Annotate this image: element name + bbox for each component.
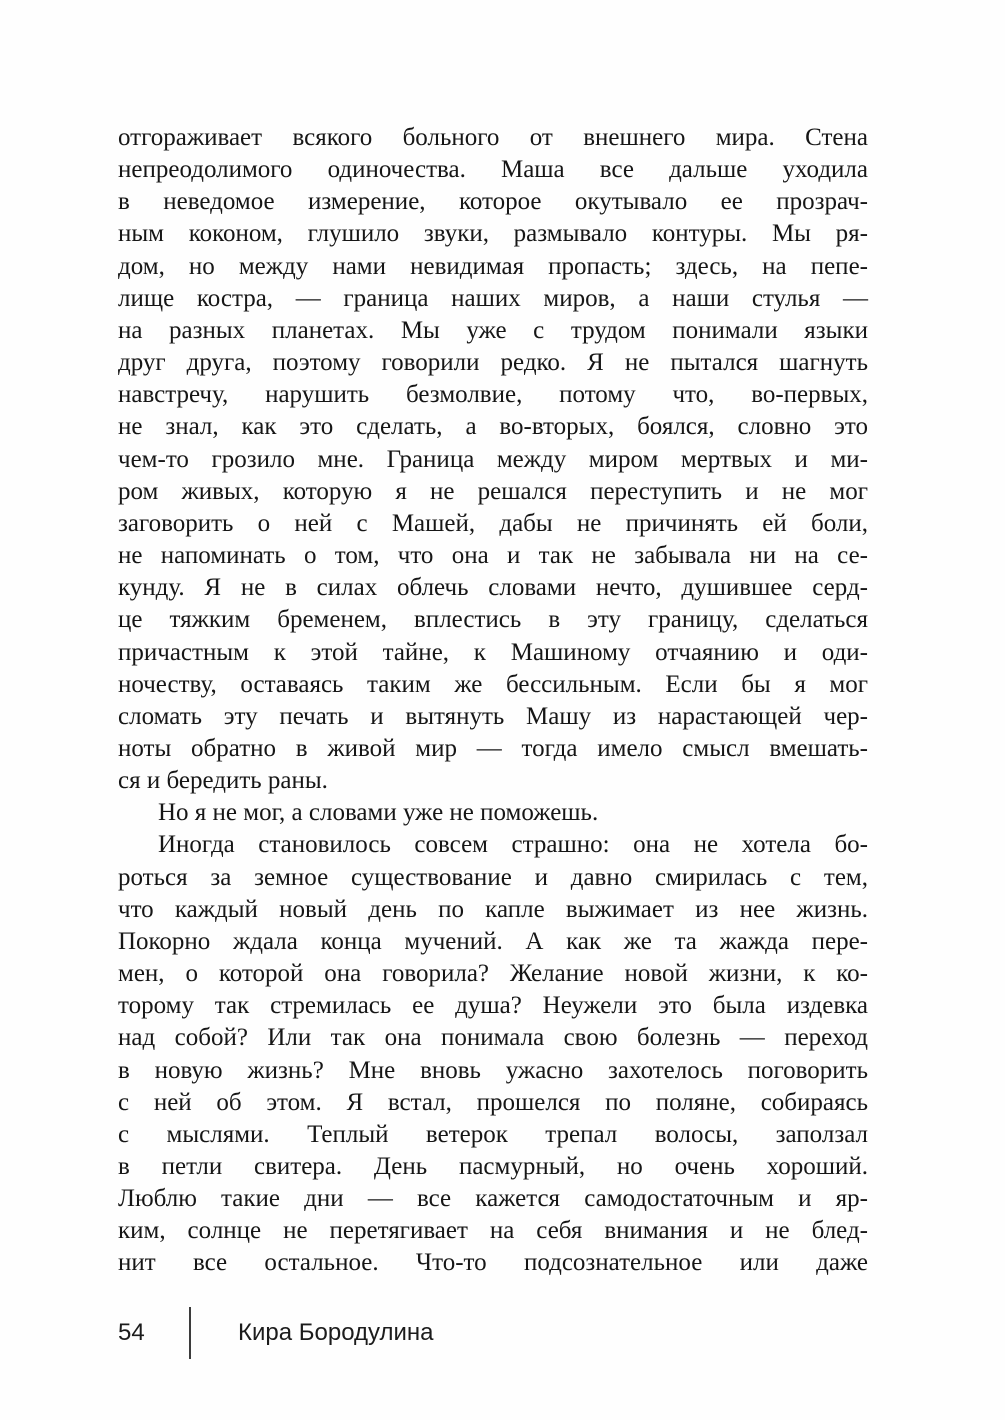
text-line: непреодолимого одиночества. Маша все дальше уходила	[118, 156, 868, 184]
text-line: Но я не мог, а словами уже не поможешь.	[158, 799, 599, 827]
text-line: в неведомое измерение, которое окутывало ее прозрач-	[118, 188, 868, 216]
text-line: друг друга, поэтому говорили редко. Я не пытался шагнуть	[118, 349, 868, 377]
text-line: в петли свитера. День пасмурный, но очень хороший.	[118, 1153, 868, 1180]
text-line: нит все остальное. Что-то подсознательное или даже	[118, 1249, 868, 1277]
text-line: ся и бередить раны.	[118, 767, 328, 795]
text-line: не напоминать о том, что она и так не забывала ни на се-	[118, 542, 868, 570]
page-footer	[118, 1307, 434, 1359]
page-number: 54	[118, 1319, 145, 1346]
text-line: что каждый новый день по капле выжимает из нее жизнь.	[118, 895, 868, 923]
text-line: кунду. Я не в силах облечь словами нечто, душившее серд-	[118, 574, 868, 602]
text-line: сломать эту печать и вытянуть Машу из нарастающей чер-	[118, 702, 868, 730]
text-line: с мыслями. Теплый ветерок трепал волосы, заползал	[118, 1120, 868, 1148]
text-line: роться за земное существование и давно смирилась с тем,	[118, 863, 868, 891]
text-line: дом, но между нами невидимая пропасть; здесь, на пепе-	[118, 252, 868, 280]
text-line: ным коконом, глушило звуки, размывало контуры. Мы ря-	[118, 220, 868, 248]
paragraph	[118, 829, 868, 1279]
text-line: отгораживает всякого больного от внешнего мира. Стена	[118, 124, 868, 151]
page-body	[118, 122, 868, 1280]
text-line: навстречу, нарушить безмолвие, потому что, во-первых,	[118, 381, 868, 409]
text-line: торому так стремилась ее душа? Неужели это была издевка	[118, 992, 868, 1020]
text-line: ром живых, которую я не решался переступить и не мог	[118, 477, 868, 505]
text-line: чем-то грозило мне. Граница между миром мертвых и ми-	[118, 445, 868, 473]
text-line: ночеству, оставаясь таким же бессильным. Если бы я мог	[118, 670, 868, 698]
text-line: лище костра, — граница наших миров, а наши стулья —	[118, 284, 868, 312]
text-line: Люблю такие дни — все кажется самодостаточным и яр-	[118, 1185, 868, 1213]
text-line: заговорить о ней с Машей, дабы не причинять ей боли,	[118, 509, 868, 537]
text-line: на разных планетах. Мы уже с трудом понимали языки	[118, 316, 868, 344]
text-line: с ней об этом. Я встал, прошелся по поляне, собираясь	[118, 1088, 868, 1116]
footer-author: Кира Бородулина	[238, 1319, 434, 1346]
text-line: це тяжким бременем, вплестись в эту границу, сделаться	[118, 606, 868, 634]
text-line: над собой? Или так она понимала свою болезнь — переход	[118, 1024, 868, 1052]
paragraph	[118, 797, 868, 829]
text-line: причастным к этой тайне, к Машиному отчаянию и оди-	[118, 638, 868, 666]
text-line: в новую жизнь? Мне вновь ужасно захотелось поговорить	[118, 1056, 868, 1084]
text-line: мен, о которой она говорила? Желание новой жизни, к ко-	[118, 960, 868, 988]
text-line: ким, солнце не перетягивает на себя внимания и не блед-	[118, 1217, 868, 1245]
text-line: Иногда становилось совсем страшно: она не хотела бо-	[158, 831, 868, 859]
paragraph	[118, 122, 868, 797]
text-line: не знал, как это сделать, а во-вторых, боялся, словно это	[118, 413, 868, 441]
text-line: ноты обратно в живой мир — тогда имело смысл вмешать-	[118, 734, 868, 762]
footer-divider	[189, 1307, 191, 1359]
text-line: Покорно ждала конца мучений. А как же та жажда пере-	[118, 927, 868, 955]
